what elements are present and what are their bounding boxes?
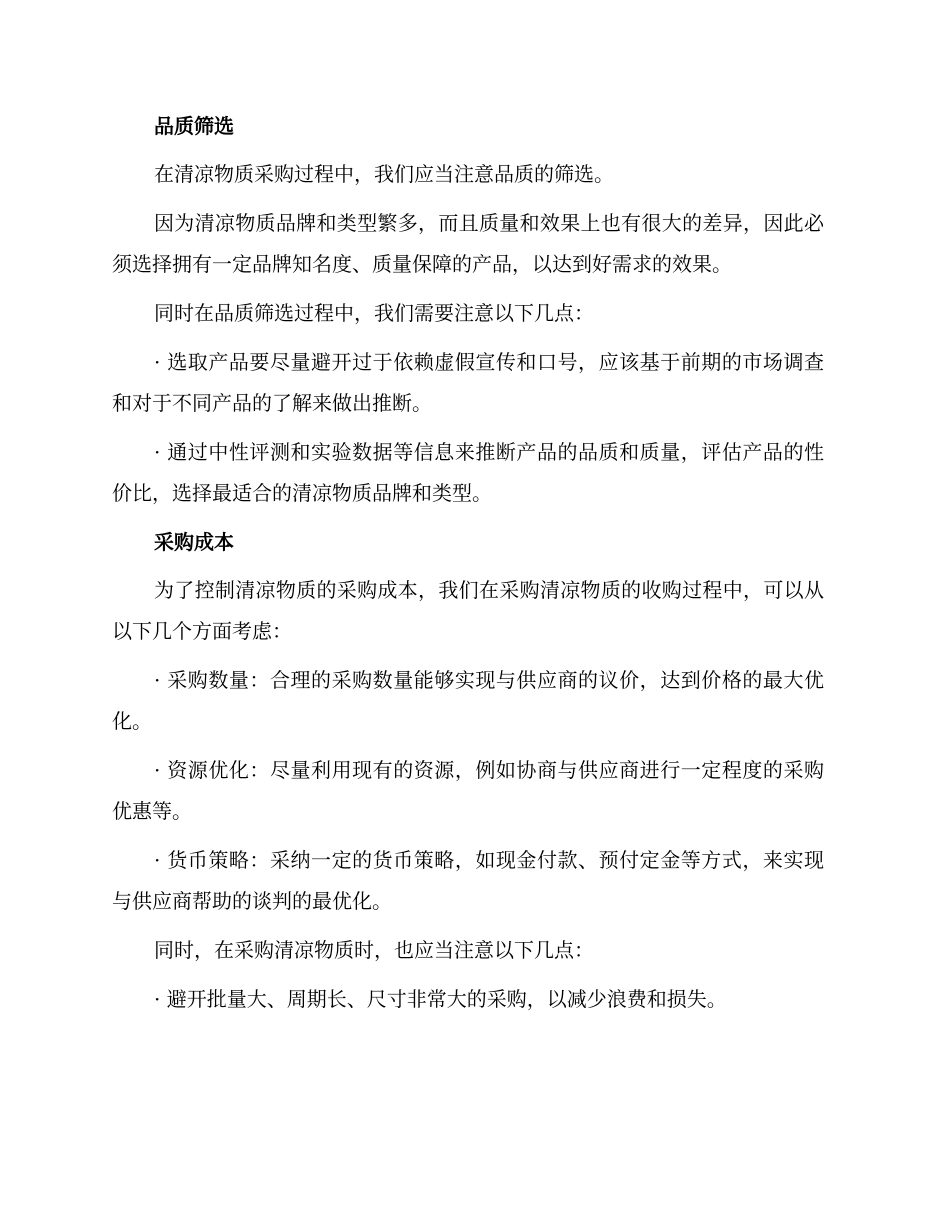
bullet-paragraph: · 避开批量大、周期长、尺寸非常大的采购，以减少浪费和损失。 [154, 987, 727, 1011]
bullet-paragraph: · 采购数量：合理的采购数量能够实现与供应商的议价，达到价格的最大优化。 [112, 668, 824, 733]
paragraph: 因为清凉物质品牌和类型繁多，而且质量和效果上也有很大的差异，因此必须选择拥有一定品牌知名度、质量保障的产品，以达到好需求的效果。 [112, 211, 824, 276]
section-heading-quality: 品质筛选 [154, 114, 234, 138]
bullet-paragraph: · 通过中性评测和实验数据等信息来推断产品的品质和质量，评估产品的性价比，选择最适合的清凉物质品牌和类型。 [112, 440, 824, 505]
paragraph: 在清凉物质采购过程中，我们应当注意品质的筛选。 [154, 162, 614, 186]
document-body [112, 106, 824, 1028]
paragraph: 同时在品质筛选过程中，我们需要注意以下几点： [154, 301, 594, 325]
bullet-paragraph: · 资源优化：尽量利用现有的资源，例如协商与供应商进行一定程度的采购优惠等。 [112, 758, 824, 823]
section-heading-cost: 采购成本 [154, 530, 234, 554]
paragraph: 同时，在采购清凉物质时，也应当注意以下几点： [154, 938, 594, 962]
paragraph: 为了控制清凉物质的采购成本，我们在采购清凉物质的收购过程中，可以从以下几个方面考虑： [112, 578, 824, 643]
bullet-paragraph: · 选取产品要尽量避开过于依赖虚假宣传和口号，应该基于前期的市场调查和对于不同产品的了解来做出推断。 [112, 350, 824, 415]
bullet-paragraph: · 货币策略：采纳一定的货币策略，如现金付款、预付定金等方式，来实现与供应商帮助的谈判的最优化。 [112, 848, 824, 913]
